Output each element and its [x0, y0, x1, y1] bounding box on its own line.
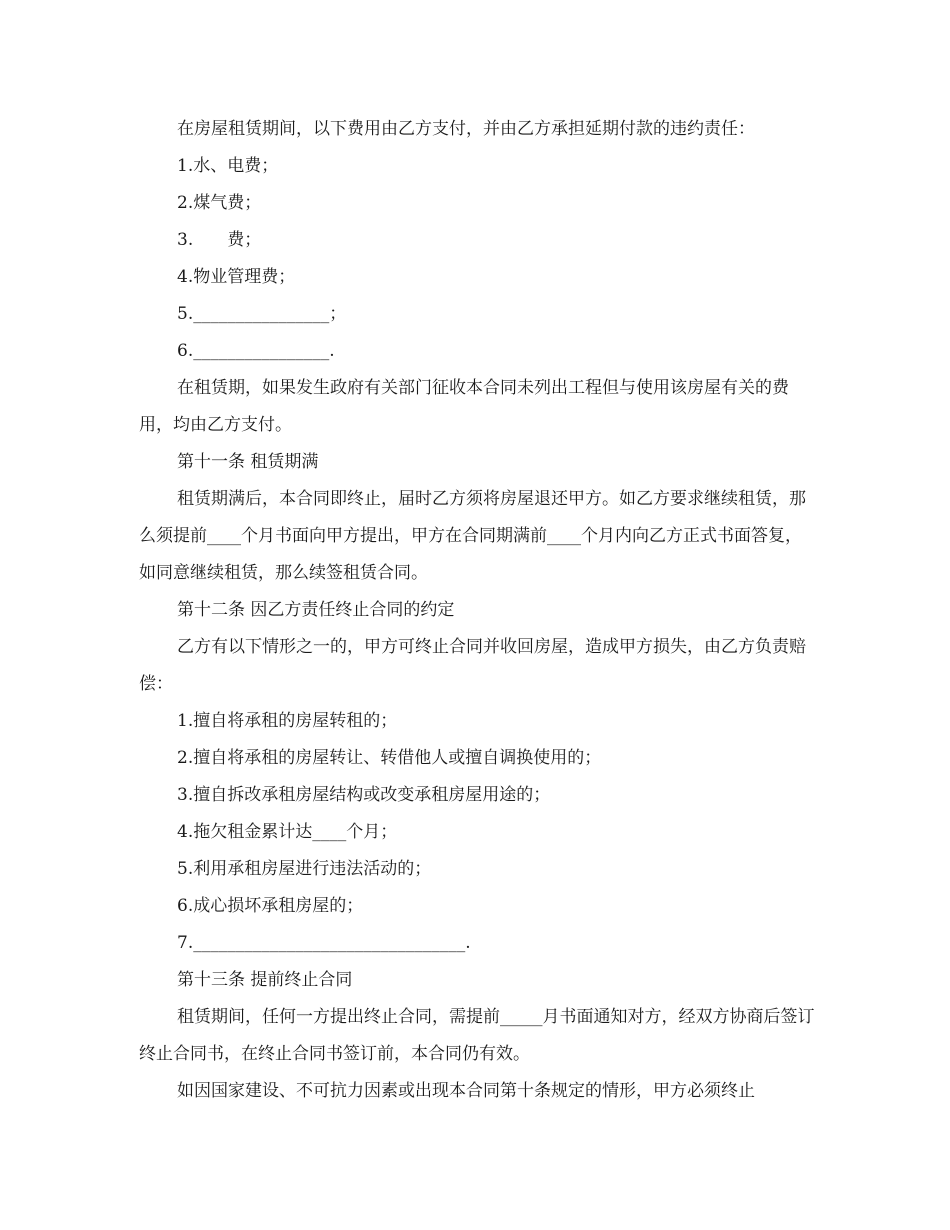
list-item-condition-1: 1.擅自将承租的房屋转租的； — [177, 711, 398, 731]
paragraph-early-termination: 租赁期间，任何一方提出终止合同，需提前_____月书面通知对方，经双方协商后签订终止合同书，在终止合同书签订前，本合同仍有效。 — [139, 1007, 815, 1064]
list-item-condition-3: 3.擅自拆改承租房屋结构或改变承租房屋用途的； — [177, 785, 551, 805]
article-heading-12: 第十二条 因乙方责任终止合同的约定 — [177, 600, 455, 620]
paragraph-termination-conditions: 乙方有以下情形之一的，甲方可终止合同并收回房屋，造成甲方损失，由乙方负责赔偿： — [139, 637, 806, 694]
list-item-condition-2: 2.擅自将承租的房屋转让、转借他人或擅自调换使用的； — [177, 748, 602, 768]
document-body — [139, 111, 815, 1110]
paragraph-national-construction: 如因国家建设、不可抗力因素或出现本合同第十条规定的情形，甲方必须终止 — [177, 1081, 755, 1101]
list-item-condition-4: 4.拖欠租金累计达____个月； — [177, 822, 398, 842]
list-item-condition-6: 6.成心损坏承租房屋的； — [177, 896, 364, 916]
list-item-condition-5: 5.利用承租房屋进行违法活动的； — [177, 859, 432, 879]
list-item-fee-6: 6.________________. — [177, 341, 335, 361]
list-item-fee-1: 1.水、电费； — [177, 156, 279, 176]
list-item-condition-7: 7.________________________________. — [177, 933, 471, 953]
paragraph-lease-expiry: 租赁期满后，本合同即终止，届时乙方须将房屋退还甲方。如乙方要求继续租赁，那么须提前____个月书面向甲方提出，甲方在合同期满前____个月内向乙方正式书面答复，如同意继续租赁，那么续签租赁合同。 — [139, 489, 806, 583]
paragraph-fees-intro: 在房屋租赁期间，以下费用由乙方支付，并由乙方承担延期付款的违约责任： — [177, 119, 755, 139]
list-item-fee-5: 5.________________； — [177, 304, 347, 324]
list-item-fee-3: 3. 费； — [177, 230, 262, 250]
article-heading-11: 第十一条 租赁期满 — [177, 452, 319, 472]
list-item-fee-2: 2.煤气费； — [177, 193, 262, 213]
paragraph-government-fees: 在租赁期，如果发生政府有关部门征收本合同未列出工程但与使用该房屋有关的费用，均由乙方支付。 — [139, 378, 789, 435]
list-item-fee-4: 4.物业管理费； — [177, 267, 296, 287]
article-heading-13: 第十三条 提前终止合同 — [177, 970, 353, 990]
